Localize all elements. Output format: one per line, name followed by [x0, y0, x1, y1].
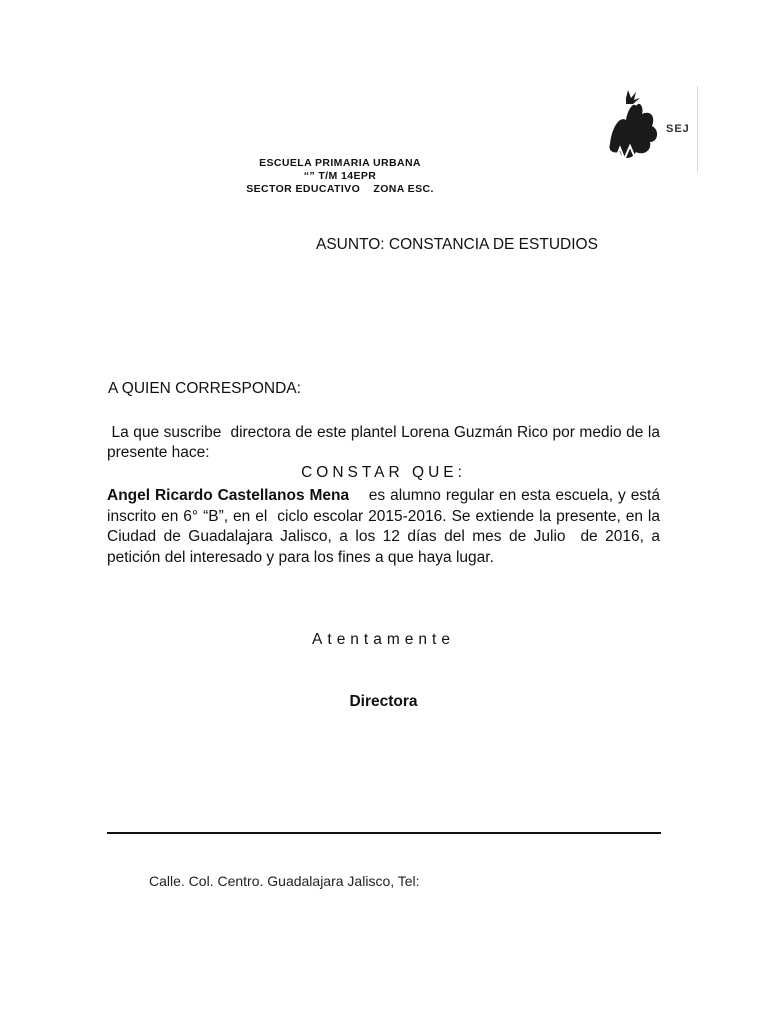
- signature-line: [107, 832, 661, 834]
- sej-logo: [606, 86, 698, 172]
- footer-address: Calle. Col. Centro. Guadalajara Jalisco, Tel:: [149, 873, 420, 889]
- body-text: es alumno regular en esta escuela, y está inscrito en 6° “B”, en el ciclo escolar 2015-2016. Se extiende la presente, en la Ciudad de Guadalajara Jalisco, a los 12 días del mes de Julio de 2016, a petición del interesado y para los fines a que haya lugar.: [107, 487, 665, 567]
- student-name: Angel Ricardo Castellanos Mena: [107, 487, 350, 504]
- salutation: A QUIEN CORRESPONDA:: [108, 380, 301, 397]
- document-subject: ASUNTO: CONSTANCIA DE ESTUDIOS: [316, 236, 598, 253]
- constar-heading: CONSTAR QUE:: [301, 464, 466, 481]
- farewell: Atentamente: [312, 631, 455, 648]
- signer-title: Directora: [349, 693, 418, 710]
- school-name: ESCUELA PRIMARIA URBANA: [259, 157, 421, 169]
- logo-text: SEJ: [666, 123, 690, 135]
- school-header: [210, 157, 470, 196]
- logo-divider: [697, 86, 698, 172]
- sej-emblem-icon: [606, 86, 666, 172]
- school-code: “” T/M 14EPR: [303, 170, 377, 182]
- intro-paragraph: La que suscribe directora de este plantel Lorena Guzmán Rico por medio de la presente hace:: [107, 424, 665, 461]
- school-sector: SECTOR EDUCATIVO ZONA ESC.: [246, 183, 434, 195]
- body-paragraph: [107, 486, 665, 569]
